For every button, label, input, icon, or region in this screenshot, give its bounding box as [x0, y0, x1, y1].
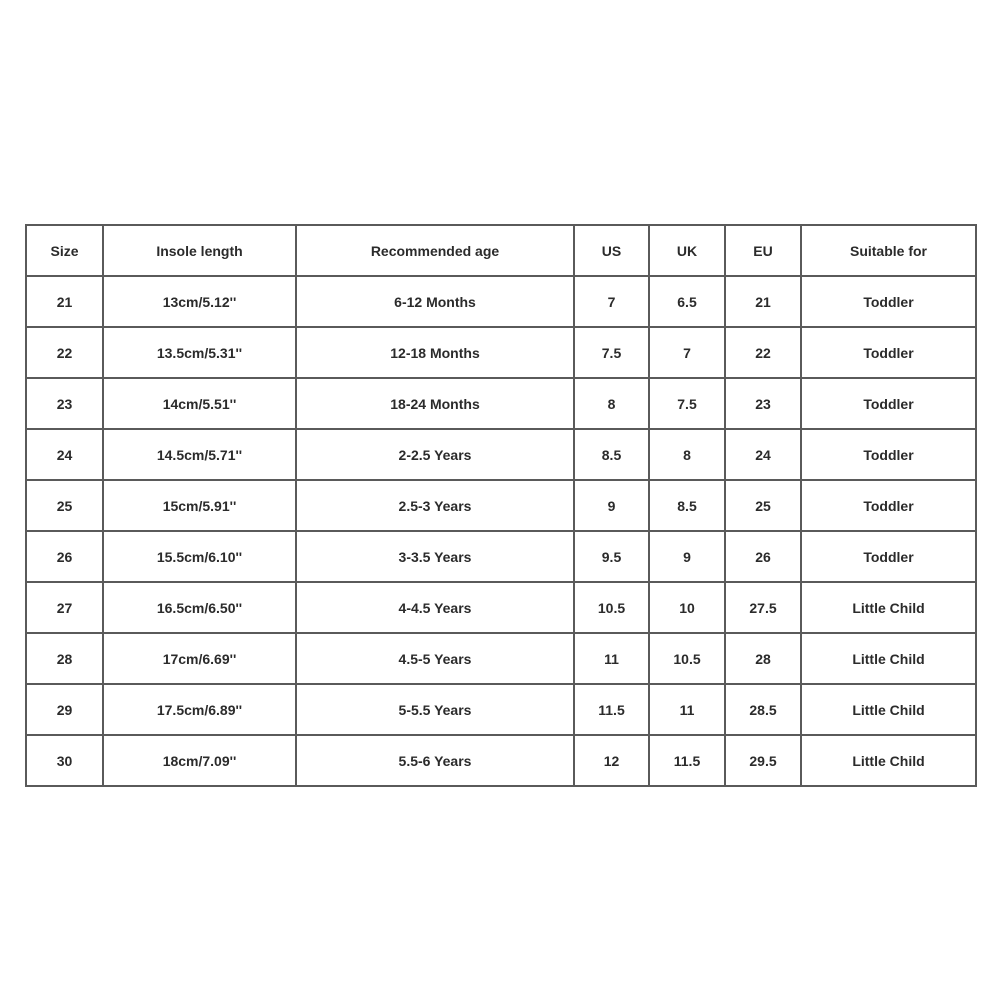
cell-size: 26	[26, 531, 103, 582]
cell-insole-length: 18cm/7.09''	[103, 735, 296, 786]
table-row	[26, 582, 976, 633]
table-row	[26, 276, 976, 327]
cell-recommended-age: 3-3.5 Years	[296, 531, 574, 582]
cell-suitable-for: Toddler	[801, 429, 976, 480]
cell-size: 22	[26, 327, 103, 378]
cell-us: 7	[574, 276, 649, 327]
cell-suitable-for: Little Child	[801, 582, 976, 633]
cell-us: 12	[574, 735, 649, 786]
cell-recommended-age: 2.5-3 Years	[296, 480, 574, 531]
table-row	[26, 327, 976, 378]
cell-uk: 7.5	[649, 378, 725, 429]
cell-uk: 10.5	[649, 633, 725, 684]
cell-suitable-for: Little Child	[801, 735, 976, 786]
cell-uk: 7	[649, 327, 725, 378]
cell-eu: 25	[725, 480, 801, 531]
cell-eu: 23	[725, 378, 801, 429]
header-size: Size	[26, 225, 103, 276]
cell-recommended-age: 4.5-5 Years	[296, 633, 574, 684]
cell-size: 29	[26, 684, 103, 735]
cell-size: 24	[26, 429, 103, 480]
table-row	[26, 684, 976, 735]
cell-suitable-for: Toddler	[801, 531, 976, 582]
cell-recommended-age: 2-2.5 Years	[296, 429, 574, 480]
header-us: US	[574, 225, 649, 276]
cell-eu: 24	[725, 429, 801, 480]
header-eu: EU	[725, 225, 801, 276]
table-row	[26, 480, 976, 531]
cell-insole-length: 14.5cm/5.71''	[103, 429, 296, 480]
cell-recommended-age: 18-24 Months	[296, 378, 574, 429]
cell-us: 8.5	[574, 429, 649, 480]
table-header-row	[26, 225, 976, 276]
cell-suitable-for: Toddler	[801, 327, 976, 378]
cell-uk: 8	[649, 429, 725, 480]
cell-suitable-for: Little Child	[801, 684, 976, 735]
cell-uk: 11	[649, 684, 725, 735]
cell-size: 25	[26, 480, 103, 531]
cell-insole-length: 14cm/5.51''	[103, 378, 296, 429]
cell-suitable-for: Toddler	[801, 378, 976, 429]
cell-uk: 10	[649, 582, 725, 633]
cell-suitable-for: Toddler	[801, 276, 976, 327]
cell-eu: 28.5	[725, 684, 801, 735]
cell-insole-length: 15.5cm/6.10''	[103, 531, 296, 582]
table-row	[26, 735, 976, 786]
size-chart-table	[25, 224, 977, 787]
cell-us: 11	[574, 633, 649, 684]
cell-recommended-age: 6-12 Months	[296, 276, 574, 327]
table-row	[26, 531, 976, 582]
cell-eu: 28	[725, 633, 801, 684]
cell-us: 9	[574, 480, 649, 531]
cell-insole-length: 16.5cm/6.50''	[103, 582, 296, 633]
cell-eu: 22	[725, 327, 801, 378]
cell-us: 9.5	[574, 531, 649, 582]
cell-uk: 8.5	[649, 480, 725, 531]
header-suitable-for: Suitable for	[801, 225, 976, 276]
cell-size: 30	[26, 735, 103, 786]
cell-us: 11.5	[574, 684, 649, 735]
cell-size: 23	[26, 378, 103, 429]
cell-insole-length: 13.5cm/5.31''	[103, 327, 296, 378]
cell-us: 8	[574, 378, 649, 429]
cell-suitable-for: Little Child	[801, 633, 976, 684]
cell-insole-length: 15cm/5.91''	[103, 480, 296, 531]
cell-us: 10.5	[574, 582, 649, 633]
cell-size: 21	[26, 276, 103, 327]
cell-size: 27	[26, 582, 103, 633]
cell-eu: 21	[725, 276, 801, 327]
cell-eu: 26	[725, 531, 801, 582]
cell-uk: 9	[649, 531, 725, 582]
header-insole-length: Insole length	[103, 225, 296, 276]
cell-recommended-age: 5-5.5 Years	[296, 684, 574, 735]
table-row	[26, 378, 976, 429]
cell-recommended-age: 5.5-6 Years	[296, 735, 574, 786]
header-uk: UK	[649, 225, 725, 276]
cell-insole-length: 17.5cm/6.89''	[103, 684, 296, 735]
cell-insole-length: 13cm/5.12''	[103, 276, 296, 327]
cell-size: 28	[26, 633, 103, 684]
cell-suitable-for: Toddler	[801, 480, 976, 531]
cell-recommended-age: 4-4.5 Years	[296, 582, 574, 633]
table-row	[26, 633, 976, 684]
cell-recommended-age: 12-18 Months	[296, 327, 574, 378]
cell-us: 7.5	[574, 327, 649, 378]
cell-uk: 6.5	[649, 276, 725, 327]
cell-eu: 29.5	[725, 735, 801, 786]
table-row	[26, 429, 976, 480]
cell-insole-length: 17cm/6.69''	[103, 633, 296, 684]
cell-uk: 11.5	[649, 735, 725, 786]
header-recommended-age: Recommended age	[296, 225, 574, 276]
cell-eu: 27.5	[725, 582, 801, 633]
